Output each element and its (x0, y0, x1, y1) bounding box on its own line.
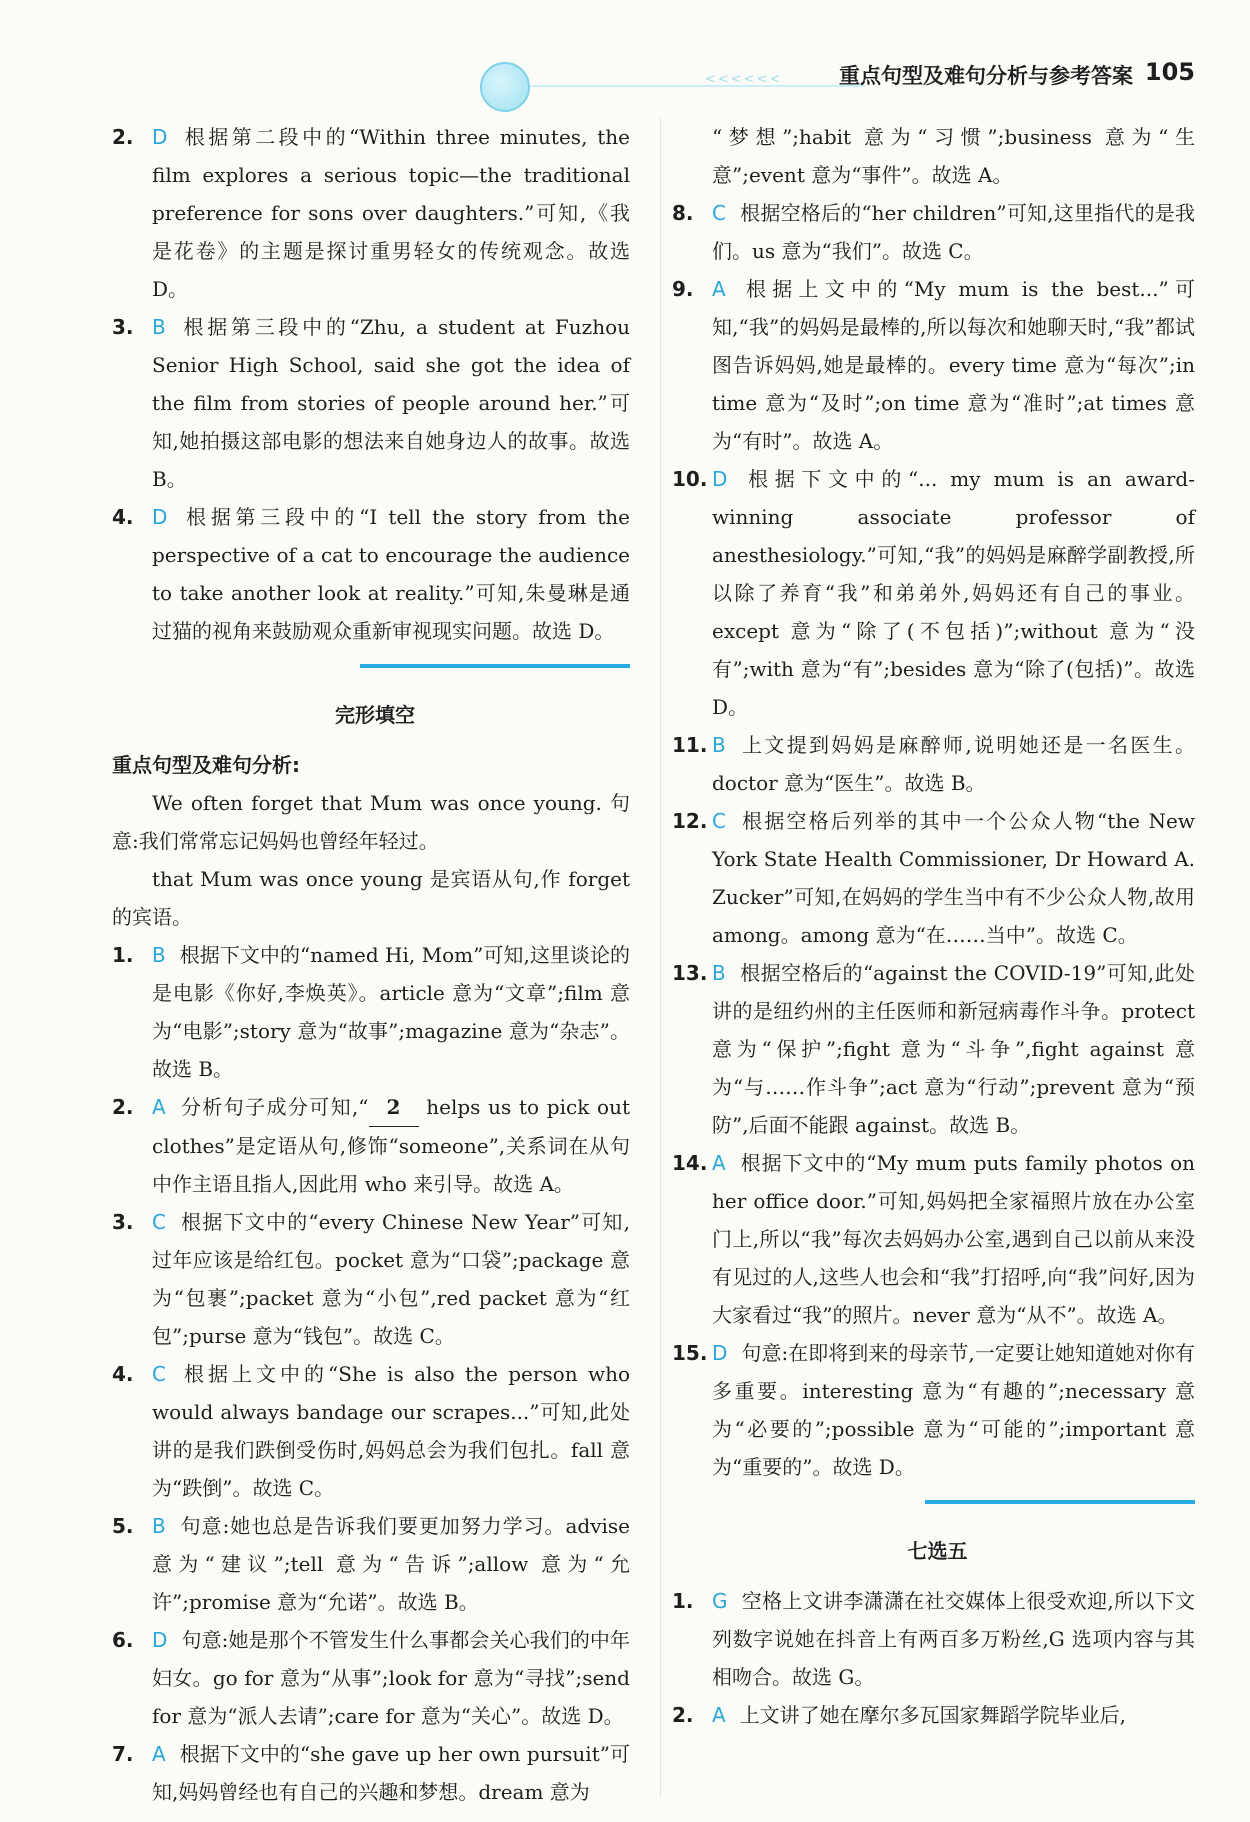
question-number: 3. (112, 1210, 134, 1234)
explanation-text: 根据下文中的“she gave up her own pursuit”可知,妈妈曾经也有自己的兴趣和梦想。dream 意为 (152, 1742, 630, 1804)
answer-letter: A (712, 277, 726, 301)
header-title: 重点句型及难句分析与参考答案 (839, 64, 1133, 88)
answer-item (112, 118, 630, 308)
seven-choose-five-answers-list (672, 1582, 1195, 1734)
explanation-text: 根据空格后的“against the COVID-19”可知,此处讲的是纽约州的主任医师和新冠病毒作斗争。protect 意为“保护”;fight 意为“斗争”,fight against 意为“与……作斗争”;act 意为“行动”;prevent 意为“预防”,后面不能跟 against。故选 B。 (712, 961, 1195, 1137)
answer-item (672, 802, 1195, 954)
answer-letter: A (712, 1151, 726, 1175)
question-number: 2. (672, 1703, 694, 1727)
column-divider (660, 118, 661, 1798)
answer-item (112, 1355, 630, 1507)
answer-letter: D (152, 505, 168, 529)
explanation-text: 根据上文中的“She is also the person who would always bandage our scrapes...”可知,此处讲的是我们跌倒受伤时,妈妈总会为我们包扎。fall 意为“跌倒”。故选 C。 (152, 1362, 630, 1500)
answer-item (112, 1735, 630, 1811)
explanation-text: 根据空格后列举的其中一个公众人物“the New York State Health Commissioner, Dr Howard A. Zucker”可知,在妈妈的学生当中有不少公众人物,故用 among。among 意为“在……当中”。故选 C。 (712, 809, 1195, 947)
explanation-text: helps us to pick out clothes”是定语从句,修饰“someone”,关系词在从句中作主语且指人,因此用 who 来引导。故选 A。 (152, 1095, 630, 1196)
answer-item (112, 1621, 630, 1735)
blank-number: 2 (369, 1088, 419, 1127)
explanation-text: 句意:在即将到来的母亲节,一定要让她知道她对你有多重要。interesting 意为“有趣的”;necessary 意为“必要的”;possible 意为“可能的”;important 意为“重要的”。故选 D。 (712, 1341, 1195, 1479)
left-column (112, 118, 630, 1811)
answer-item (112, 308, 630, 498)
answer-item (672, 460, 1195, 726)
explanation-text: 根据下文中的“named Hi, Mom”可知,这里谈论的是电影《你好,李焕英》。article 意为“文章”;film 意为“电影”;story 意为“故事”;magazine 意为“杂志”。故选 B。 (152, 943, 630, 1081)
question-number: 7. (112, 1742, 134, 1766)
answer-item (680, 118, 1195, 194)
analysis-paragraph: We often forget that Mum was once young. 句意:我们常常忘记妈妈也曾经年轻过。 (112, 791, 630, 853)
question-number: 5. (112, 1514, 134, 1538)
section-title-cloze: 完形填空 (335, 703, 415, 727)
answer-item (672, 726, 1195, 802)
question-number: 3. (112, 315, 134, 339)
explanation-text: 空格上文讲李潇潇在社交媒体上很受欢迎,所以下文列数字说她在抖音上有两百多万粉丝,G 选项内容与其相吻合。故选 G。 (712, 1589, 1195, 1689)
answer-letter: C (712, 201, 726, 225)
explanation-text: 根据下文中的“My mum puts family photos on her office door.”可知,妈妈把全家福照片放在办公室门上,所以“我”每次去妈妈办公室,遇到自己以前从来没有见过的人,这些人也会和“我”打招呼,向“我”问好,因为大家看过“我”的照片。never 意为“从不”。故选 A。 (712, 1151, 1195, 1327)
page-number: 105 (1144, 58, 1195, 86)
answer-letter: C (152, 1362, 166, 1386)
answer-letter: B (152, 315, 166, 339)
answer-letter: D (152, 125, 168, 149)
answer-item (672, 194, 1195, 270)
explanation-text: 根据上文中的“My mum is the best...”可知,“我”的妈妈是最棒的,所以每次和她聊天时,“我”都试图告诉妈妈,她是最棒的。every time 意为“每次”;in time 意为“及时”;on time 意为“准时”;at times 意为“有时”。故选 A。 (712, 277, 1195, 453)
question-number: 9. (672, 277, 694, 301)
answer-letter: C (152, 1210, 166, 1234)
answer-item (672, 270, 1195, 460)
question-number: 2. (112, 1095, 134, 1119)
answer-letter: D (712, 467, 728, 491)
answer-letter: B (152, 1514, 166, 1538)
answer-item (112, 498, 630, 650)
header-arrows-decoration: <<<<<< (705, 72, 783, 87)
question-number: 4. (112, 505, 134, 529)
answer-item (672, 1334, 1195, 1486)
explanation-text: 根据第三段中的“I tell the story from the perspective of a cat to encourage the audience to take another look at reality.”可知,朱曼琳是通过猫的视角来鼓励观众重新审视现实问题。故选 D。 (152, 505, 630, 643)
answer-item (112, 1203, 630, 1355)
question-number: 14. (672, 1151, 708, 1175)
analysis-paragraph: that Mum was once young 是宾语从句,作 forget 的宾语。 (112, 867, 630, 929)
section-rule (360, 664, 630, 668)
cloze-answers-list (112, 936, 630, 1811)
question-number: 1. (672, 1589, 694, 1613)
answer-item (672, 1696, 1195, 1734)
explanation-text: 分析句子成分可知,“ (179, 1095, 369, 1119)
cloze-answers-list-continued (672, 118, 1195, 1486)
question-number: 2. (112, 125, 134, 149)
answer-letter: A (152, 1095, 166, 1119)
section-rule (925, 1500, 1195, 1504)
explanation-text: 根据第三段中的“Zhu, a student at Fuzhou Senior High School, said she got the idea of the film from stories of people around her.”可知,她拍摄这部电影的想法来自她身边人的故事。故选 B。 (152, 315, 630, 491)
question-number: 15. (672, 1341, 708, 1365)
answer-letter: G (712, 1589, 728, 1613)
explanation-text: “梦想”;habit 意为“习惯”;business 意为“生意”;event 意为“事件”。故选 A。 (712, 125, 1195, 187)
answer-letter: B (712, 733, 726, 757)
answer-item (672, 954, 1195, 1144)
question-number: 13. (672, 961, 708, 985)
reading-answers-list (112, 118, 630, 650)
explanation-text: 根据下文中的“... my mum is an award-winning associate professor of anesthesiology.”可知,“我”的妈妈是麻醉学副教授,所以除了养育“我”和弟弟外,妈妈还有自己的事业。except 意为“除了(不包括)”;without 意为“没有”;with 意为“有”;besides 意为“除了(包括)”。故选 D。 (712, 467, 1195, 719)
answer-letter: A (152, 1742, 166, 1766)
page-header (470, 50, 1195, 100)
question-number: 4. (112, 1362, 134, 1386)
question-number: 1. (112, 943, 134, 967)
header-circle-decoration (480, 62, 530, 112)
answer-item (112, 936, 630, 1088)
answer-item (672, 1144, 1195, 1334)
explanation-text: 根据第二段中的“Within three minutes, the film explores a serious topic—the traditional preference for sons over daughters.”可知,《我是花卷》的主题是探讨重男轻女的传统观念。故选 D。 (152, 125, 630, 301)
explanation-text: 根据空格后的“her children”可知,这里指代的是我们。us 意为“我们”。故选 C。 (712, 201, 1195, 263)
answer-letter: B (152, 943, 166, 967)
explanation-text: 上文提到妈妈是麻醉师,说明她还是一名医生。doctor 意为“医生”。故选 B。 (712, 733, 1195, 795)
answer-letter: C (712, 809, 726, 833)
header-line-decoration (530, 85, 865, 87)
answer-item (672, 1582, 1195, 1696)
explanation-text: 句意:她也总是告诉我们要更加努力学习。advise 意为“建议”;tell 意为“告诉”;allow 意为“允许”;promise 意为“允诺”。故选 B。 (152, 1514, 630, 1614)
right-column (672, 118, 1195, 1734)
question-number: 6. (112, 1628, 134, 1652)
answer-letter: B (712, 961, 726, 985)
answer-letter: D (152, 1628, 168, 1652)
question-number: 10. (672, 467, 708, 491)
answer-letter: A (712, 1703, 726, 1727)
explanation-text: 句意:她是那个不管发生什么事都会关心我们的中年妇女。go for 意为“从事”;look for 意为“寻找”;send for 意为“派人去请”;care for 意为“关心”。故选 D。 (152, 1628, 630, 1728)
section-title-seven-choose-five: 七选五 (907, 1539, 968, 1563)
question-number: 8. (672, 201, 694, 225)
question-number: 11. (672, 733, 708, 757)
question-number: 12. (672, 809, 708, 833)
section-subhead: 重点句型及难句分析: (112, 753, 300, 777)
explanation-text: 根据下文中的“every Chinese New Year”可知,过年应该是给红包。pocket 意为“口袋”;package 意为“包裹”;packet 意为“小包”,red packet 意为“红包”;purse 意为“钱包”。故选 C。 (152, 1210, 630, 1348)
answer-letter: D (712, 1341, 728, 1365)
answer-item (112, 1088, 630, 1203)
answer-item (112, 1507, 630, 1621)
explanation-text: 上文讲了她在摩尔多瓦国家舞蹈学院毕业后, (739, 1703, 1127, 1727)
